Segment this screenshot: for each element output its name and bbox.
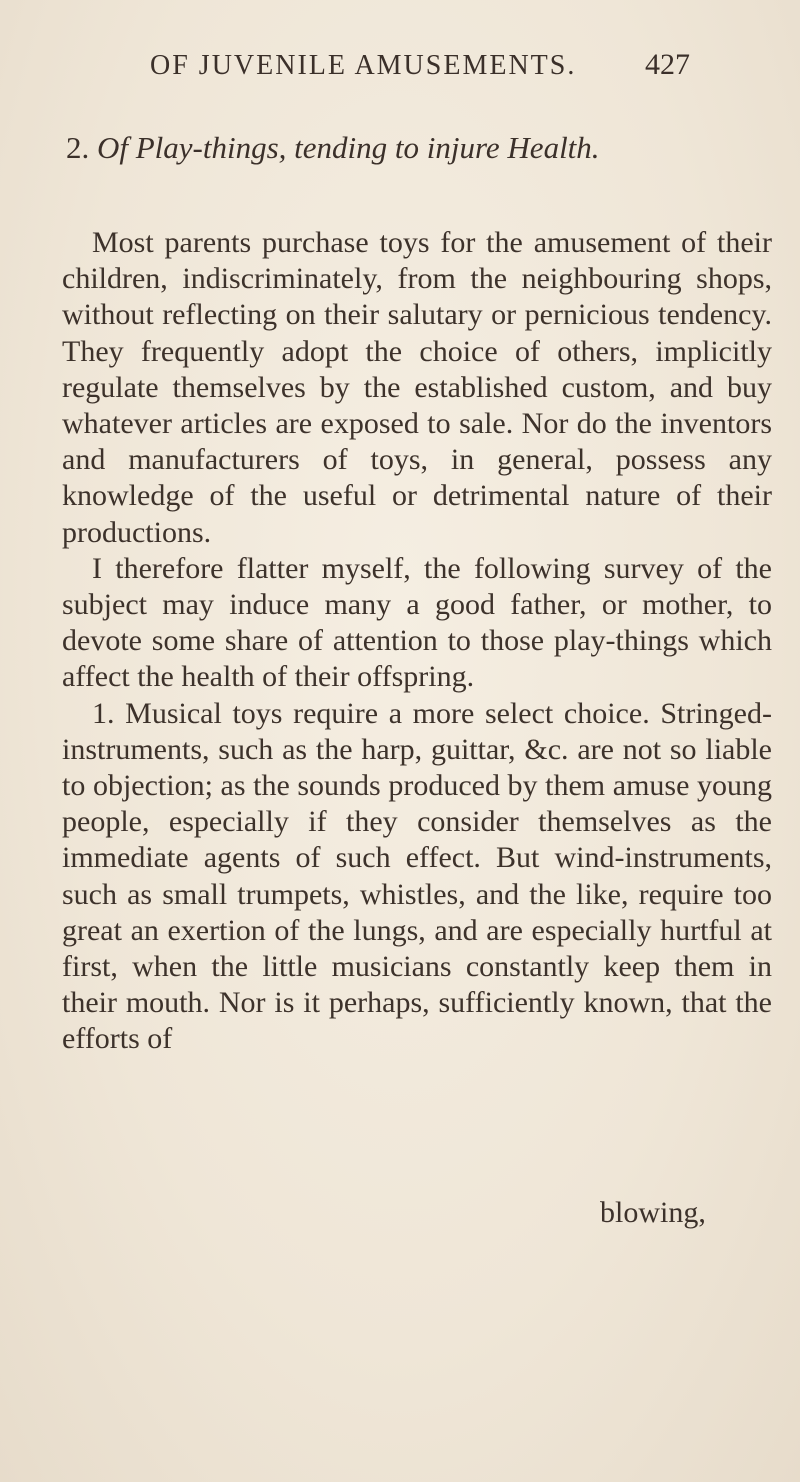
- catchword: blowing,: [600, 1196, 706, 1229]
- paragraph-musical-toys: 1. Musical toys require a more select choice. Stringed-instruments, such as the harp, guittar, &c. are not so liable to objection; as the sounds produced by them amuse young people, especially if they consider themselves as the immediate agents of such effect. But wind-instruments, such as small trumpets, whistles, and the like, require too great an exertion of the lungs, and are especially hurtful at first, when the little musicians constantly keep them in their mouth. Nor is it perhaps, sufficiently known, that the efforts of: [62, 696, 772, 1056]
- running-head: [150, 50, 690, 90]
- paragraph-intro: Most parents purchase toys for the amusement of their children, indiscriminately, from the neighbouring shops, without reflecting on their salutary or pernicious tendency. They frequently adopt the choice of others, implicitly regulate themselves by the established custom, and buy whatever articles are exposed to sale. Nor do the inventors and manufacturers of toys, in general, possess any knowledge of the useful or detrimental nature of their productions.: [62, 226, 772, 549]
- page-number: 427: [645, 48, 690, 81]
- section-title: Of Play-things, tending to injure Health.: [97, 130, 600, 165]
- paragraph-survey: I therefore flatter myself, the following survey of the subject may induce many a good father, or mother, to devote some share of attention to those play-things which affect the health of their offspring.: [62, 551, 772, 694]
- body-text: [62, 225, 772, 1058]
- section-heading: [66, 130, 766, 166]
- section-number: 2.: [66, 130, 90, 165]
- running-title: OF JUVENILE AMUSEMENTS.: [150, 50, 577, 81]
